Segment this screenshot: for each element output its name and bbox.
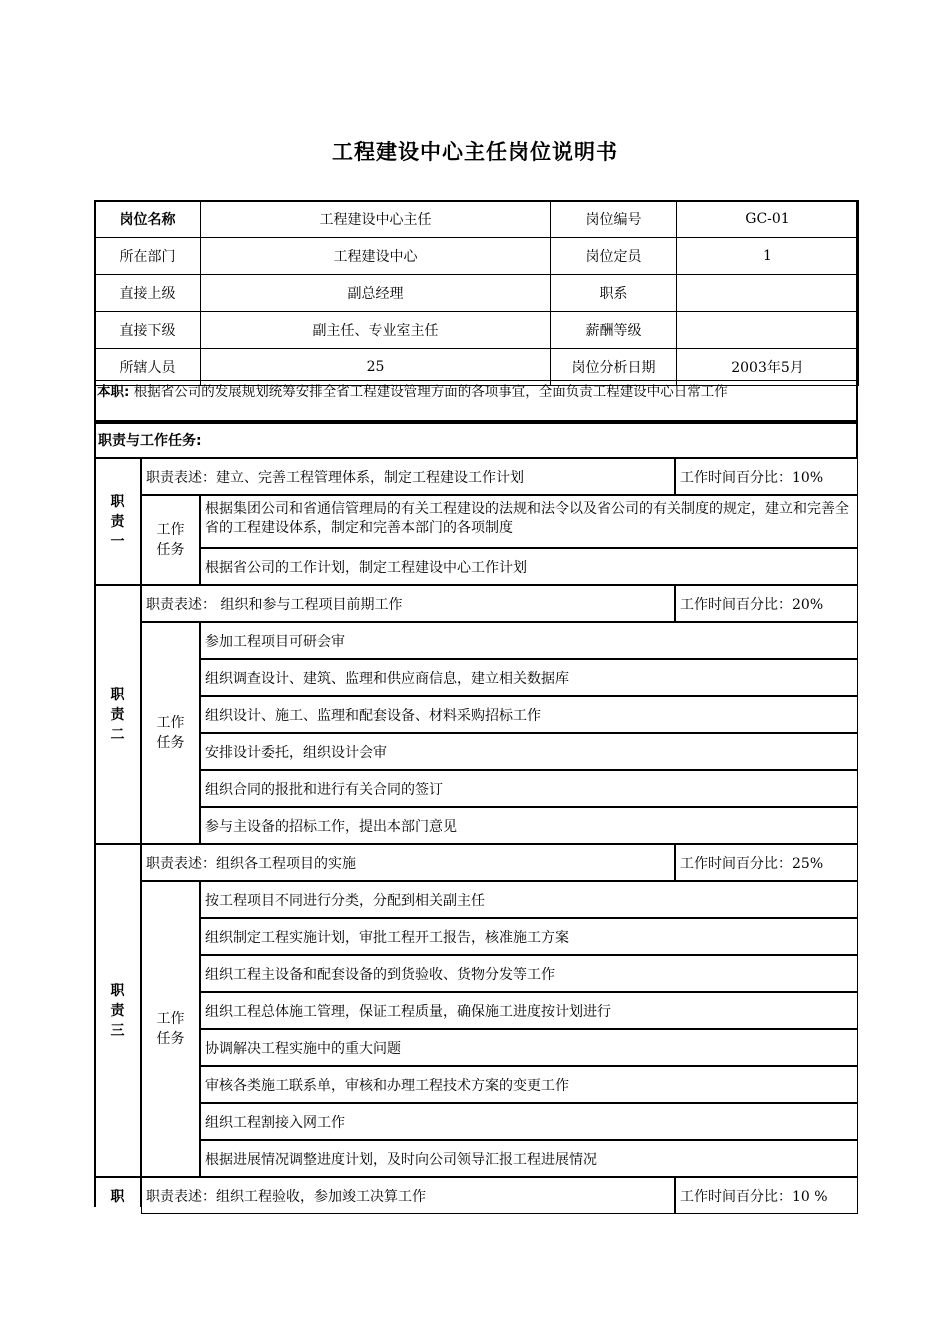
field-label-staff-count: 所辖人员 xyxy=(95,349,201,386)
task-row xyxy=(200,696,858,733)
duty-description xyxy=(141,585,675,622)
task-row-text: 参与主设备的招标工作，提出本部门意见 xyxy=(205,818,457,835)
duty-description-text: 职责表述：组织工程验收，参加竣工决算工作 xyxy=(146,1188,426,1205)
task-row-text: 组织设计、施工、监理和配套设备、材料采购招标工作 xyxy=(205,707,541,724)
duty-description-text: 职责表述：建立、完善工程管理体系，制定工程建设工作计划 xyxy=(146,469,524,486)
task-row-text: 按工程项目不同进行分类，分配到相关副主任 xyxy=(205,892,485,909)
task-row-text: 组织合同的报批和进行有关合同的签订 xyxy=(205,781,443,798)
field-label-job-family: 职系 xyxy=(551,275,677,312)
duty-label xyxy=(94,1177,141,1207)
duty-label-text: 职责一 xyxy=(110,493,125,550)
task-row xyxy=(200,807,858,844)
task-row-text: 参加工程项目可研会审 xyxy=(205,633,345,650)
task-group-label-text: 工作任务 xyxy=(156,715,185,751)
task-row-text: 审核各类施工联系单，审核和办理工程技术方案的变更工作 xyxy=(205,1077,569,1094)
job-summary-label: 本职: xyxy=(97,384,130,400)
duty-time-percentage-text: 工作时间百分比：10% xyxy=(680,469,824,486)
field-value-position-code: GC-01 xyxy=(677,201,859,238)
field-value-department: 工程建设中心 xyxy=(201,238,551,275)
task-row xyxy=(200,1066,858,1103)
task-row-text: 安排设计委托，组织设计会审 xyxy=(205,744,387,761)
task-row xyxy=(200,1103,858,1140)
task-row xyxy=(200,992,858,1029)
field-label-headcount: 岗位定员 xyxy=(551,238,677,275)
field-label-analysis-date: 岗位分析日期 xyxy=(551,349,677,386)
task-row-text: 组织调查设计、建筑、监理和供应商信息，建立相关数据库 xyxy=(205,670,569,687)
field-value-subordinates: 副主任、专业室主任 xyxy=(201,312,551,349)
field-value-position-name: 工程建设中心主任 xyxy=(201,201,551,238)
task-row-text: 根据省公司的工作计划，制定工程建设中心工作计划 xyxy=(205,559,527,576)
task-group-label xyxy=(141,495,200,585)
duty-time-percentage xyxy=(675,1177,858,1214)
duty-time-percentage-text: 工作时间百分比：20% xyxy=(680,596,824,613)
field-value-analysis-date: 2003年5月 xyxy=(677,349,859,386)
duty-label-text: 职 xyxy=(110,1189,125,1205)
task-row xyxy=(200,495,858,548)
page-title: 工程建设中心主任岗位说明书 xyxy=(332,140,618,164)
task-row-text: 根据进展情况调整进度计划，及时向公司领导汇报工程进展情况 xyxy=(205,1151,597,1168)
task-row-text: 组织工程主设备和配套设备的到货验收、货物分发等工作 xyxy=(205,966,555,983)
job-summary xyxy=(94,380,858,422)
task-row xyxy=(200,918,858,955)
duty-description xyxy=(141,844,675,881)
duty-time-percentage xyxy=(675,844,858,881)
duty-label-text: 职责三 xyxy=(110,982,125,1039)
task-row xyxy=(200,1029,858,1066)
task-group-label-text: 工作任务 xyxy=(156,522,185,558)
duty-label xyxy=(94,458,141,585)
field-label-pay-grade: 薪酬等级 xyxy=(551,312,677,349)
duties-heading: 职责与工作任务: xyxy=(94,422,858,458)
duty-time-percentage xyxy=(675,585,858,622)
task-group-label-text: 工作任务 xyxy=(156,1011,185,1047)
task-row-text: 协调解决工程实施中的重大问题 xyxy=(205,1040,401,1057)
task-row-text: 组织工程割接入网工作 xyxy=(205,1114,345,1131)
field-label-position-code: 岗位编号 xyxy=(551,201,677,238)
duty-time-percentage xyxy=(675,458,858,495)
task-row xyxy=(200,659,858,696)
task-row xyxy=(200,548,858,585)
field-value-supervisor: 副总经理 xyxy=(201,275,551,312)
task-row xyxy=(200,955,858,992)
duty-label-text: 职责二 xyxy=(110,686,125,743)
task-row xyxy=(200,733,858,770)
job-summary-text: 根据省公司的发展规划统筹安排全省工程建设管理方面的各项事宜，全面负责工程建设中心日常工作 xyxy=(129,384,728,400)
duty-description-text: 职责表述：组织各工程项目的实施 xyxy=(146,855,356,872)
field-label-department: 所在部门 xyxy=(95,238,201,275)
section-left-border xyxy=(94,458,96,1207)
task-row xyxy=(200,1140,858,1177)
field-label-supervisor: 直接上级 xyxy=(95,275,201,312)
duty-description xyxy=(141,458,675,495)
field-label-position-name: 岗位名称 xyxy=(95,201,201,238)
task-row-text: 组织工程总体施工管理，保证工程质量，确保施工进度按计划进行 xyxy=(205,1003,611,1020)
field-label-subordinates: 直接下级 xyxy=(95,312,201,349)
task-group-label xyxy=(141,881,200,1177)
field-value-staff-count: 25 xyxy=(201,349,551,386)
task-row xyxy=(200,622,858,659)
duty-label xyxy=(94,844,141,1177)
duty-label xyxy=(94,585,141,844)
task-row xyxy=(200,770,858,807)
duty-description xyxy=(141,1177,675,1214)
duty-time-percentage-text: 工作时间百分比：25% xyxy=(680,855,824,872)
task-row-text: 根据集团公司和省通信管理局的有关工程建设的法规和法令以及省公司的有关制度的规定，建立和完善全省的工程建设体系，制定和完善本部门的各项制度 xyxy=(205,501,849,536)
task-row-text: 组织制定工程实施计划，审批工程开工报告，核准施工方案 xyxy=(205,929,569,946)
duty-time-percentage-text: 工作时间百分比：10 % xyxy=(680,1188,828,1205)
task-row xyxy=(200,881,858,918)
task-group-label xyxy=(141,622,200,844)
duty-description-text: 职责表述： 组织和参与工程项目前期工作 xyxy=(146,596,403,613)
field-value-headcount: 1 xyxy=(677,238,859,275)
